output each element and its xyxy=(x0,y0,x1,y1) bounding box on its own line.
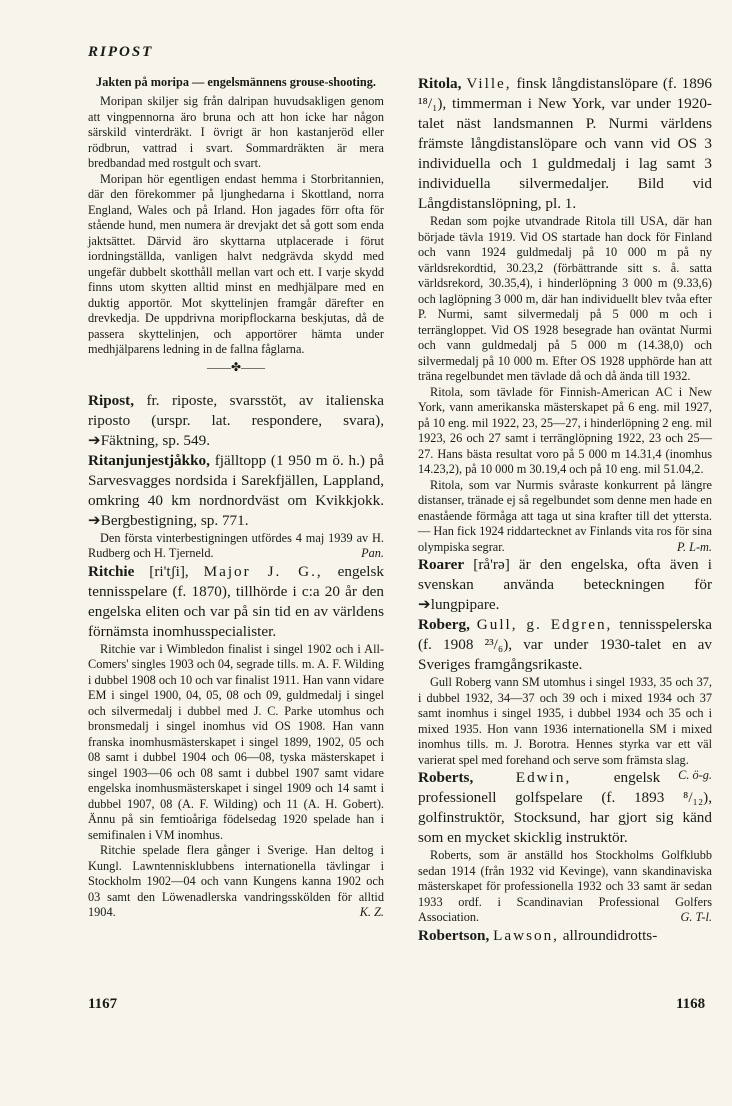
moripa-paragraph-2: Moripan hör egentligen endast hemma i Storbritannien, där den förekommer på ljunghedarna i Skottland, norra England, Wales och på Irland. Hon jagades förr ofta för stående hund, men numera är drevjakt det så gott som enda jaktsättet. Därvid äro skyttarna utplacerade i förut iordningställda, vanligen halvt nedgrävda skydd med ungefär dubbelt skotthåll mellan vart och ett. I varje skydd finns utom skytten alltid minst en medhjälpare med en duktig apportör. Mot skyttelinjen framgår därefter en drevkedja. De uppdrivna moripflockarna beskjutas, då de passera skyttelinjen, och apportörer hämta under medhjälparens ledning in de fallna fåglarna. xyxy=(88,171,384,356)
entry-ritanjunjestjakko xyxy=(88,451,384,531)
page-number-right: 1168 xyxy=(676,996,706,1012)
author-signature: P. L-m. xyxy=(677,539,712,554)
headword-ritchie: Ritchie xyxy=(88,562,135,580)
headword-roberg: Roberg, xyxy=(418,616,470,633)
right-column xyxy=(418,74,712,946)
ritchie-name: Major J. G., xyxy=(203,562,323,580)
ritola-paragraph-3-text: Ritola, som var Nurmis svåraste konkurrent på längre distanser, tränade ej så regelbundet som denne men hade en enastående förmåga att taga ut sina krafter till det yttersta. — Han fick 1924 riddartecknet av Finlands vita ros för sina olympiska segrar. xyxy=(418,477,712,554)
roberts-definition: engelsk professionell golfspelare (f. 1893 ⁸/₁₂), golfinstruktör, Stocksund, har gjort sig känd som en mycket skicklig instruktör. xyxy=(418,769,712,846)
entry-ritola xyxy=(418,74,712,214)
headword-roberts: Roberts, xyxy=(418,769,474,786)
running-header: RIPOST xyxy=(88,44,154,60)
headword-ripost: Ripost, xyxy=(88,391,134,409)
roberts-paragraph-text: Roberts, som är anställd hos Stockholms Golfklubb sedan 1914 (från 1932 vid Kevinge), vann skandinaviska mästerskapet för professionella 1932 och 33 samt är sedan 1933 ordf. i Scandinavian Professional Golfers Association. xyxy=(418,848,712,924)
roberts-paragraph xyxy=(418,848,712,926)
ritola-paragraph-2: Ritola, som tävlade för Finnish-American AC i New York, vann amerikanska mästerskapet på 6 eng. mil 1927, på 10 eng. mil 1922, 23, 25—27, i hinderlöpning 2 eng. mil 1923, 26 och 27 samt i terränglöpning 1922, 23 och 25—27. Hans bästa resultat voro på 5 000 m 14.31,4 (inomhus 14.23,2), på 10 000 m 30.19,4 och på 10 eng. mil 51.04,2. xyxy=(418,384,712,476)
ripost-definition: fr. riposte, svarsstöt, av italienska riposto (urspr. lat. respondere, svara), ➔Fäktning, sp. 549. xyxy=(88,391,384,449)
left-column xyxy=(88,74,384,921)
ritanjunjestjakko-definition: fjälltopp (1 950 m ö. h.) på Sarvesvagges nordsida i Sarekfjällen, Lappland, omkring 40 km nordnordväst om Kvikkjokk. ➔Bergbestigning, sp. 771. xyxy=(88,451,385,529)
entry-ritchie xyxy=(88,562,384,642)
moripa-paragraph-1: Moripan skiljer sig från dalripan huvudsakligen genom att vingpennorna äro bruna och att hon icke har någon särskild vinterdräkt. I övrigt är hon kastanjeröd eller rödbrun, vattrad i svart. Sommardräkten är mera bredbandad med rostgult och svart. xyxy=(88,94,384,170)
headword-ritola: Ritola, xyxy=(418,75,462,92)
roarer-definition: [rå'rə] är den engelska, ofta även i svenskan använda beteckningen för ➔lungpipare. xyxy=(418,556,713,613)
author-signature: K. Z. xyxy=(359,905,384,919)
headword-ritanjunjestjakko: Ritanjunjestjåkko, xyxy=(88,451,210,469)
author-signature: Pan. xyxy=(361,546,384,560)
roberg-name: Gull, g. Edgren, xyxy=(476,616,613,633)
headword-robertson: Robertson, xyxy=(418,926,490,944)
roberg-definition: tennisspelerska (f. 1908 ²³/₆), var under 1930-talet en av Sveriges framgångsrikaste. xyxy=(418,616,713,673)
moripa-section-title: Jakten på moripa — engelsmännens grouse-shooting. xyxy=(96,75,376,89)
headword-roarer: Roarer xyxy=(418,556,465,573)
ritola-paragraph-3 xyxy=(418,478,712,556)
ritola-definition: finsk långdistanslöpare (f. 1896 ¹⁸/₁), timmerman i New York, var under 1920-talet näst landsmannen P. Nurmi världens främste långdistanslöpare och vann vid OS 3 individuella och 1 guldmedalj i lag samt 3 individuella silvermedaljer. Bild vid Långdistanslöpning, pl. 1. xyxy=(418,75,713,212)
roberg-paragraph-text: Gull Roberg vann SM utomhus i singel 1933, 35 och 37, i dubbel 1932, 34—37 och 39 och i mixed 1934 och 37 samt inomhus i singel 1935, i dubbel 1934 och 35 och i mixed 1935. Hon vann 1936 internationella SM i mixed inomhus tills. m. J. Borotra. Hennes styrka var ett väl varierat spel med forehand och serve som främsta slag. xyxy=(418,675,712,767)
ritchie-definition: engelsk tennisspelare (f. 1870), tillhörde i c:a 20 år den engelska eliten och var på sin tid en av världens förnämsta inomhusspecialister. xyxy=(88,562,385,640)
entry-roberg xyxy=(418,615,712,675)
section-ornament: ——✤—— xyxy=(206,359,266,374)
ritanjunjestjakko-note-text: Den första vinterbestigningen utfördes 4 maj 1939 av H. Rudberg och H. Tjerneld. xyxy=(88,530,384,560)
ritchie-paragraph-2-text: Ritchie spelade flera gånger i Sverige. Han deltog i Kungl. Lawntennisklubbens internationella tävlingar i Stockholm 1902—04 och vann Kungens kanna 1902 och 03 samt den Löwenadlerska vandringsskölden för alltid 1904. xyxy=(88,843,384,919)
entry-ripost xyxy=(88,391,384,451)
author-signature: C. ö-g. xyxy=(678,768,712,782)
ritanjunjestjakko-note xyxy=(88,531,384,562)
entry-roarer xyxy=(418,555,712,615)
ritchie-pronunciation: [ri'tʃi], xyxy=(149,562,189,580)
robertson-definition: allroundidrotts- xyxy=(562,926,658,944)
robertson-name: Lawson, xyxy=(493,926,559,944)
entry-robertson xyxy=(418,926,712,946)
ritchie-paragraph-1: Ritchie var i Wimbledon finalist i singel 1902 och i All-Comers' singles 1903 och 04, segrade tills. m. A. F. Wilding i dubbel 1908 och 10 och var finalist 1911. Han vann vidare EM i singel 1900, 04, 05, 08 och 09, guldmedalj i singel och silvermedalj i dubbel med J. C. Parke utomhus och bronsmedalj i singel inomhus vid OS 1908. Han vann franska inomhusmästerskapet i singel 1899, 1902, 05 och 08 samt i dubbel 1904 och 06—08, tyska mästerskapet i singel 1903—06 och 08 samt i dubbel 1907 samt vidare engelska inomhusmästerskapet i singel 1909 och 14 samt i dubbel 1907, 08 (A. F. Wilding) och 11 (A. H. Gobert). Ännu på sin femtioåriga födelsedag 1920 spelade han i semifinalen i VM inomhus. xyxy=(88,641,384,842)
roberts-name: Edwin, xyxy=(515,769,572,786)
ritola-name: Ville, xyxy=(466,75,512,92)
author-signature: G. T-l. xyxy=(680,910,712,924)
page-number-left: 1167 xyxy=(88,996,118,1012)
ritchie-paragraph-2 xyxy=(88,843,384,921)
ritola-paragraph-1: Redan som pojke utvandrade Ritola till USA, där han började tävla 1919. Vid OS startade han dock för Finland och vann 1924 guldmedalj på 10 000 m på ny världsrekordtid, 30.23,2 (förbättrande sitt s. å. satta världsrekord, 30.35,4), i hinderlöpning 3 000 m (9.33,6) och laglöpning 3 000 m, där han individuellt blev tvåa efter P. Nurmi, samt silvermedalj på 5 000 m och i terrängloppet. Vid OS 1928 besegrade han oväntat Nurmi och vann guldmedalj på 5 000 m (14.38,0) och silvermedalj på 10 000 m. Efter OS 1928 upphörde han att träna regelbundet men tävlade då och då ända till 1932. xyxy=(418,214,712,383)
